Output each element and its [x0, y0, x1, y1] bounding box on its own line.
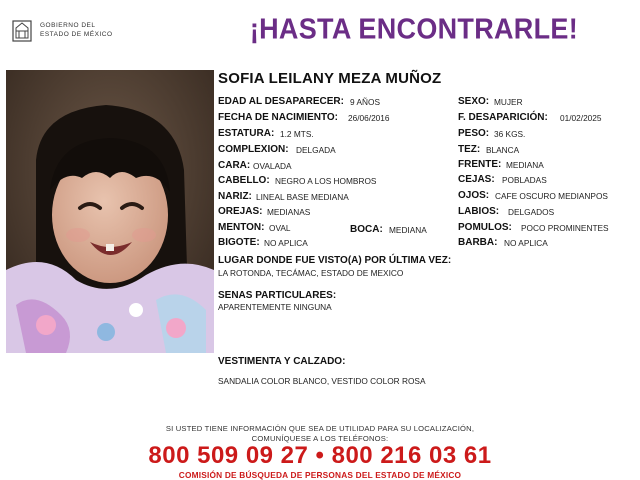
fecha-desaparicion-label: F. DESAPARICIÓN:: [458, 112, 548, 123]
contact-info-line-2: COMUNÍQUESE A LOS TELÉFONOS:: [251, 434, 389, 443]
barba-label: BARBA:: [458, 237, 498, 248]
barba-value: NO APLICA: [504, 238, 548, 248]
cara-label: CARA:: [218, 160, 251, 171]
fecha-nacimiento-label: FECHA DE NACIMIENTO:: [218, 112, 338, 123]
boca-label: BOCA:: [350, 224, 383, 235]
sexo-label: SEXO:: [458, 96, 490, 107]
complexion-value: DELGADA: [296, 145, 336, 155]
phone-numbers: 800 509 09 27 • 800 216 03 61: [148, 442, 492, 469]
lugar-label: LUGAR DONDE FUE VISTO(A) POR ÚLTIMA VEZ:: [218, 255, 452, 266]
pomulos-label: POMULOS:: [458, 222, 512, 233]
senas-value: APARENTEMENTE NINGUNA: [218, 302, 332, 312]
pomulos-value: POCO PROMINENTES: [521, 223, 609, 233]
fecha-desaparicion-value: 01/02/2025: [560, 113, 602, 123]
gov-line-2: ESTADO DE MÉXICO: [40, 31, 113, 38]
lugar-value: LA ROTONDA, TECÁMAC, ESTADO DE MEXICO: [218, 268, 404, 278]
orejas-label: OREJAS:: [218, 206, 263, 217]
nariz-value: LINEAL BASE MEDIANA: [256, 192, 349, 202]
vestimenta-value: SANDALIA COLOR BLANCO, VESTIDO COLOR ROSA: [218, 376, 426, 386]
estatura-value: 1.2 MTS.: [280, 129, 314, 139]
gov-line-1: GOBIERNO DEL: [40, 22, 96, 29]
bigote-value: NO APLICA: [264, 238, 308, 248]
complexion-label: COMPLEXION:: [218, 144, 289, 155]
labios-value: DELGADOS: [508, 207, 555, 217]
edad-label: EDAD AL DESAPARECER:: [218, 96, 344, 107]
menton-value: OVAL: [269, 223, 291, 233]
labios-label: LABIOS:: [458, 206, 500, 217]
fecha-nacimiento-value: 26/06/2016: [348, 113, 390, 123]
menton-label: MENTON:: [218, 222, 265, 233]
cejas-value: POBLADAS: [502, 175, 547, 185]
tez-label: TEZ:: [458, 144, 481, 155]
frente-value: MEDIANA: [506, 160, 544, 170]
vestimenta-label: VESTIMENTA Y CALZADO:: [218, 356, 346, 367]
portrait-illustration: [6, 70, 214, 353]
commission-name: COMISIÓN DE BÚSQUEDA DE PERSONAS DEL ESTADO DE MÉXICO: [178, 470, 462, 480]
peso-value: 36 KGS.: [494, 129, 526, 139]
sexo-value: MUJER: [494, 97, 523, 107]
cejas-label: CEJAS:: [458, 174, 495, 185]
person-name: SOFIA LEILANY MEZA MUÑOZ: [218, 70, 442, 87]
cabello-value: NEGRO A LOS HOMBROS: [275, 176, 377, 186]
estatura-label: ESTATURA:: [218, 128, 275, 139]
bigote-label: BIGOTE:: [218, 237, 260, 248]
edad-value: 9 AÑOS: [350, 97, 380, 107]
ojos-value: CAFE OSCURO MEDIANPOS: [495, 191, 608, 201]
tez-value: BLANCA: [486, 145, 520, 155]
orejas-value: MEDIANAS: [267, 207, 311, 217]
missing-person-photo: [6, 70, 214, 353]
cabello-label: CABELLO:: [218, 175, 270, 186]
frente-label: FRENTE:: [458, 159, 502, 170]
boca-value: MEDIANA: [389, 225, 427, 235]
contact-info-line-1: SI USTED TIENE INFORMACIÓN QUE SEA DE UTILIDAD PARA SU LOCALIZACIÓN,: [165, 424, 475, 433]
nariz-label: NARIZ:: [218, 191, 252, 202]
cara-value: OVALADA: [253, 161, 292, 171]
headline: ¡HASTA ENCONTRARLE!: [249, 13, 578, 45]
peso-label: PESO:: [458, 128, 490, 139]
senas-label: SENAS PARTICULARES:: [218, 290, 337, 301]
ojos-label: OJOS:: [458, 190, 490, 201]
